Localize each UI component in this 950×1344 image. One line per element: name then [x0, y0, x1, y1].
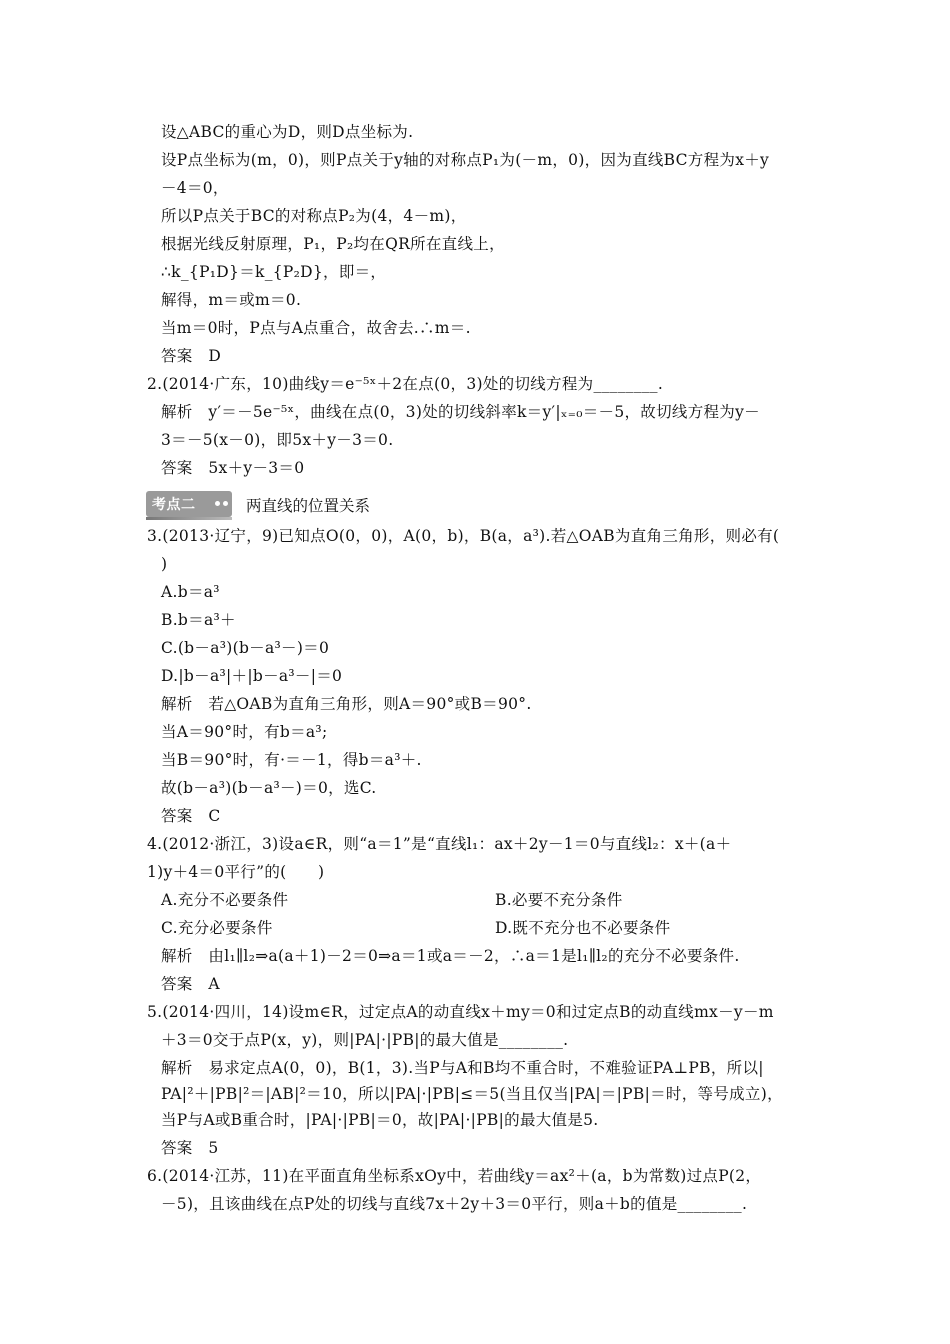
answer-line: 答案 C [161, 807, 221, 825]
text-line: 解析 若△OAB为直角三角形，则A＝90°或B＝90°. [161, 695, 532, 713]
option-d: D.|b－a³|＋|b－a³－|＝0 [161, 667, 343, 685]
text-line: 设P点坐标为(m，0)，则P点关于y轴的对称点P₁为(－m，0)，因为直线BC方程为x＋y [161, 151, 770, 169]
text-line: －4＝0， [161, 179, 229, 197]
option-b: B.b＝a³＋ [161, 611, 236, 629]
question-3: 3.(2013·辽宁，9)已知点O(0，0)，A(0，b)，B(a，a³).若△OAB为直角三角形，则必有( [147, 527, 780, 545]
text-line: 当P与A或B重合时，|PA|·|PB|＝0，故|PA|·|PB|的最大值是5. [161, 1111, 599, 1129]
text-line: 3＝－5(x－0)，即5x＋y－3＝0. [161, 431, 394, 449]
text-line: 解析 y′＝－5e⁻⁵ˣ，曲线在点(0，3)处的切线斜率k＝y′|ₓ₌₀＝－5，故切线方程为y－ [161, 403, 760, 421]
option-a: A.b＝a³ [161, 583, 220, 601]
text-line: 当B＝90°时，有·＝－1，得b＝a³＋. [161, 751, 422, 769]
dots-icon [215, 501, 228, 506]
question-5: 5.(2014·四川，14)设m∈R，过定点A的动直线x＋my＝0和过定点B的动直线mx－y－m [147, 1003, 774, 1021]
text-line: ＋3＝0交于点P(x，y)，则|PA|·|PB|的最大值是________. [161, 1031, 569, 1049]
text-line: 当m＝0时，P点与A点重合，故舍去.∴m＝. [161, 319, 471, 337]
answer-line: 答案 5 [161, 1139, 219, 1157]
question-6: 6.(2014·江苏，11)在平面直角坐标系xOy中，若曲线y＝ax²＋(a，b为常数)过点P(2， [147, 1167, 762, 1185]
text-line: 设△ABC的重心为D，则D点坐标为. [161, 123, 414, 141]
question-2: 2.(2014·广东，10)曲线y＝e⁻⁵ˣ＋2在点(0，3)处的切线方程为________. [147, 375, 664, 393]
section-badge-label: 考点二 [152, 497, 196, 513]
text-line: ∴k_{P₁D}＝k_{P₂D}，即＝， [161, 263, 387, 281]
text-line: 当A＝90°时，有b＝a³; [161, 723, 328, 741]
text-line: PA|²＋|PB|²＝|AB|²＝10，所以|PA|·|PB|≤＝5(当且仅当|PA|＝|PB|＝时，等号成立)， [161, 1085, 783, 1103]
text-line: 解析 由l₁∥l₂⇒a(a＋1)－2＝0⇒a＝1或a＝－2，∴a＝1是l₁∥l₂的充分不必要条件. [161, 947, 740, 965]
text-line: 根据光线反射原理，P₁，P₂均在QR所在直线上， [161, 235, 505, 253]
answer-line: 答案 5x＋y－3＝0 [161, 459, 305, 477]
option-a: A.充分不必要条件 [161, 891, 289, 909]
text-line: 解析 易求定点A(0，0)，B(1，3).当P与A和B均不重合时，不难验证PA⊥PB，所以| [161, 1059, 764, 1077]
text-line: 解得，m＝或m＝0. [161, 291, 302, 309]
question-4: 4.(2012·浙江，3)设a∈R，则“a＝1”是“直线l₁：ax＋2y－1＝0与直线l₂：x＋(a＋ [147, 835, 732, 853]
text-line: －5)，且该曲线在点P处的切线与直线7x＋2y＋3＝0平行，则a＋b的值是________. [161, 1195, 748, 1213]
option-b: B.必要不充分条件 [495, 891, 623, 909]
badge-shadow [146, 517, 232, 520]
option-d: D.既不充分也不必要条件 [495, 919, 671, 937]
text-line: 故(b－a³)(b－a³－)＝0，选C. [161, 779, 377, 797]
option-c: C.(b－a³)(b－a³－)＝0 [161, 639, 330, 657]
option-c: C.充分必要条件 [161, 919, 273, 937]
section-badge [146, 491, 232, 517]
answer-line: 答案 D [161, 347, 222, 365]
text-line: ) [161, 555, 168, 573]
text-line: 所以P点关于BC的对称点P₂为(4，4－m)， [161, 207, 467, 225]
section-title: 两直线的位置关系 [246, 497, 371, 515]
text-line: 1)y＋4＝0平行”的( ) [147, 863, 325, 881]
answer-line: 答案 A [161, 975, 220, 993]
